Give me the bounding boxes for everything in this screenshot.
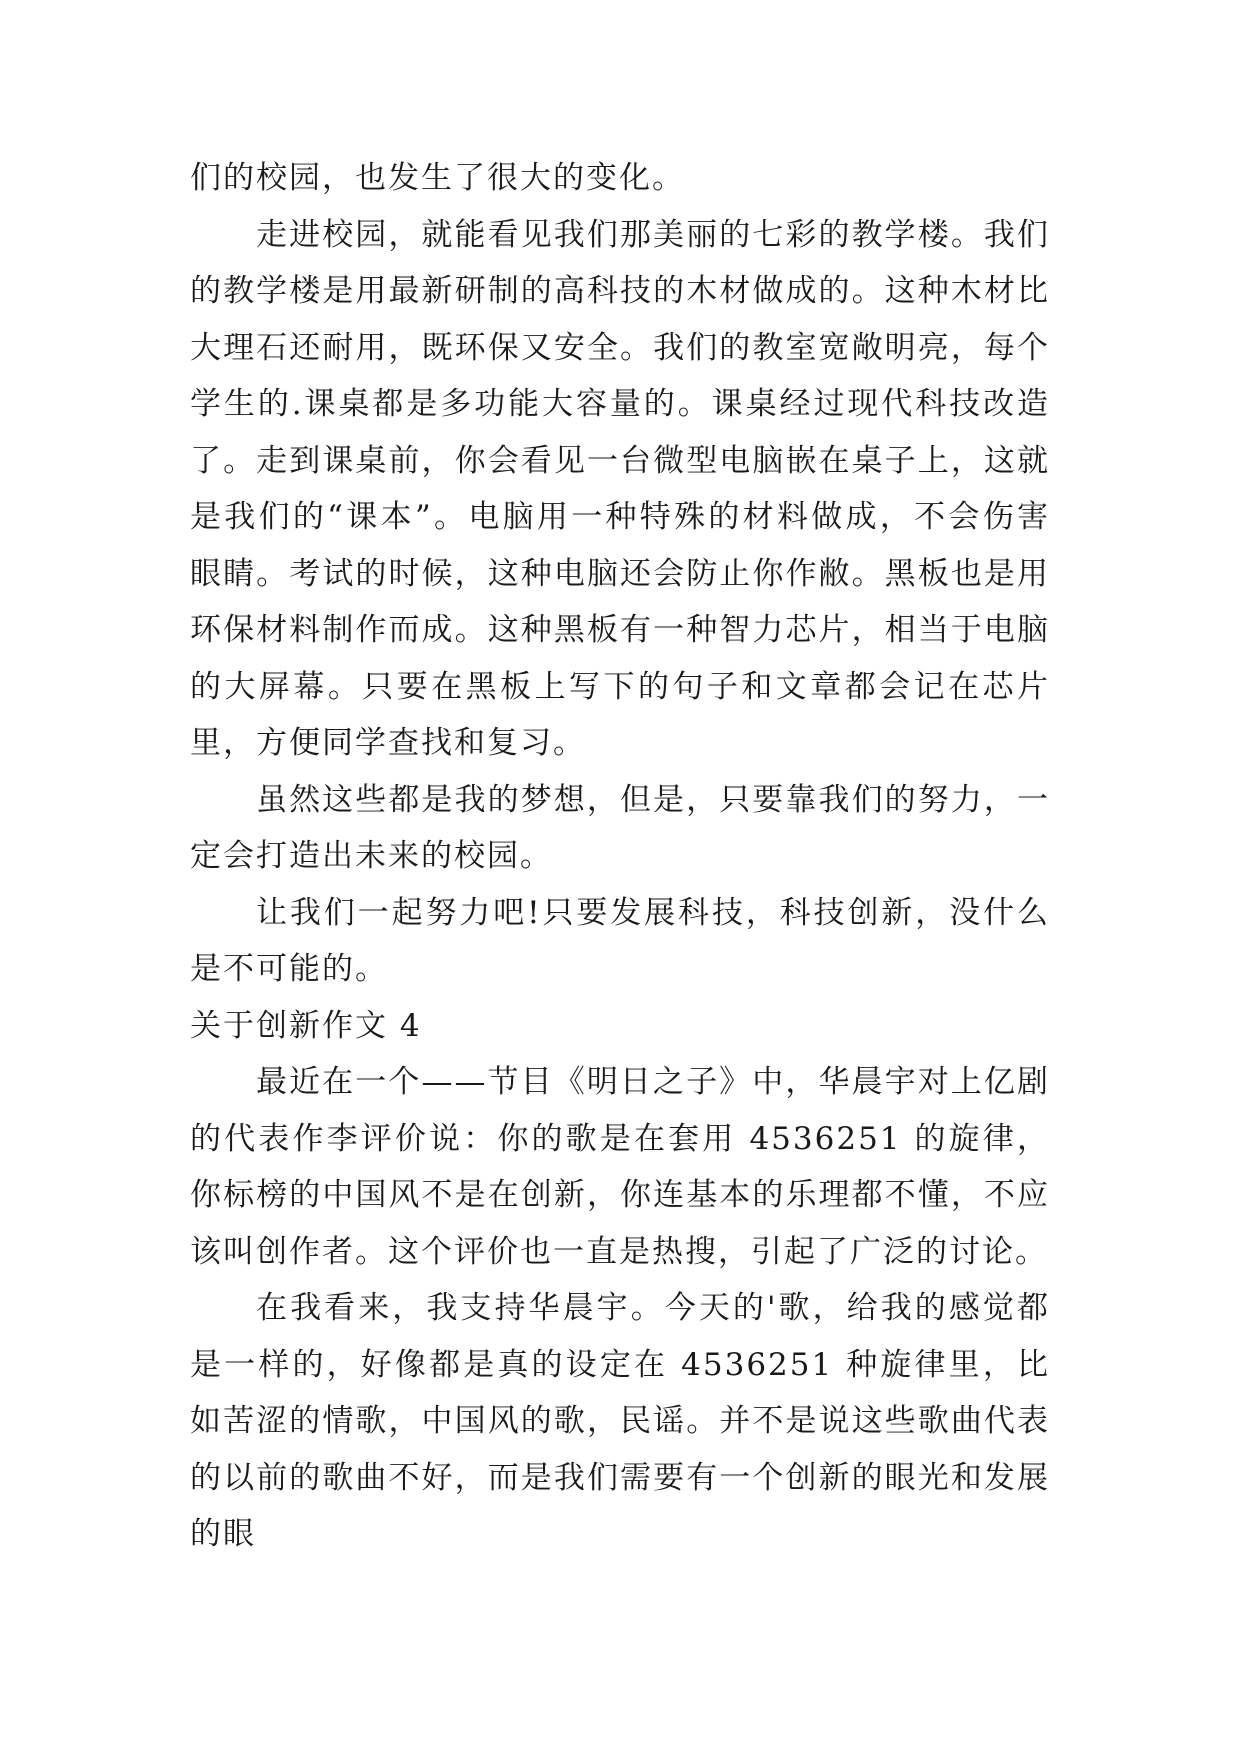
- paragraph-campus-building: 走进校园，就能看见我们那美丽的七彩的教学楼。我们的教学楼是用最新研制的高科技的木材做成的。这种木材比大理石还耐用，既环保又安全。我们的教室宽敞明亮，每个学生的.课桌都是多功能大容量的。课桌经过现代科技改造了。走到课桌前，你会看见一台微型电脑嵌在桌子上，这就是我们的“课本”。电脑用一种特殊的材料做成，不会伤害眼睛。考试的时候，这种电脑还会防止你作敝。黑板也是用环保材料制作而成。这种黑板有一种智力芯片，相当于电脑的大屏幕。只要在黑板上写下的句子和文章都会记在芯片里，方便同学查找和复习。: [190, 216, 1050, 761]
- paragraph-show-review: 最近在一个——节目《明日之子》中，华晨宇对上亿剧的代表作李评价说：你的歌是在套用 4536251 的旋律，你标榜的中国风不是在创新，你连基本的乐理都不懂，不应该叫创作者。这个评价也一直是热搜，引起了广泛的讨论。: [190, 1064, 1050, 1270]
- paragraph-call-to-action: 让我们一起努力吧!只要发展科技，科技创新，没什么是不可能的。: [190, 894, 1050, 987]
- document-body: [190, 150, 1050, 1563]
- paragraph-dream: 虽然这些都是我的梦想，但是，只要靠我们的努力，一定会打造出未来的校园。: [190, 781, 1050, 874]
- paragraph-continuation: 们的校园，也发生了很大的变化。: [190, 160, 685, 196]
- paragraph-opinion: 在我看来，我支持华晨宇。今天的'歌，给我的感觉都是一样的，好像都是真的设定在 4536251 种旋律里，比如苦涩的情歌，中国风的歌，民谣。并不是说这些歌曲代表的以前的歌曲不好，而是我们需要有一个创新的眼光和发展的眼: [190, 1290, 1050, 1552]
- section-heading: 关于创新作文 4: [190, 1007, 422, 1044]
